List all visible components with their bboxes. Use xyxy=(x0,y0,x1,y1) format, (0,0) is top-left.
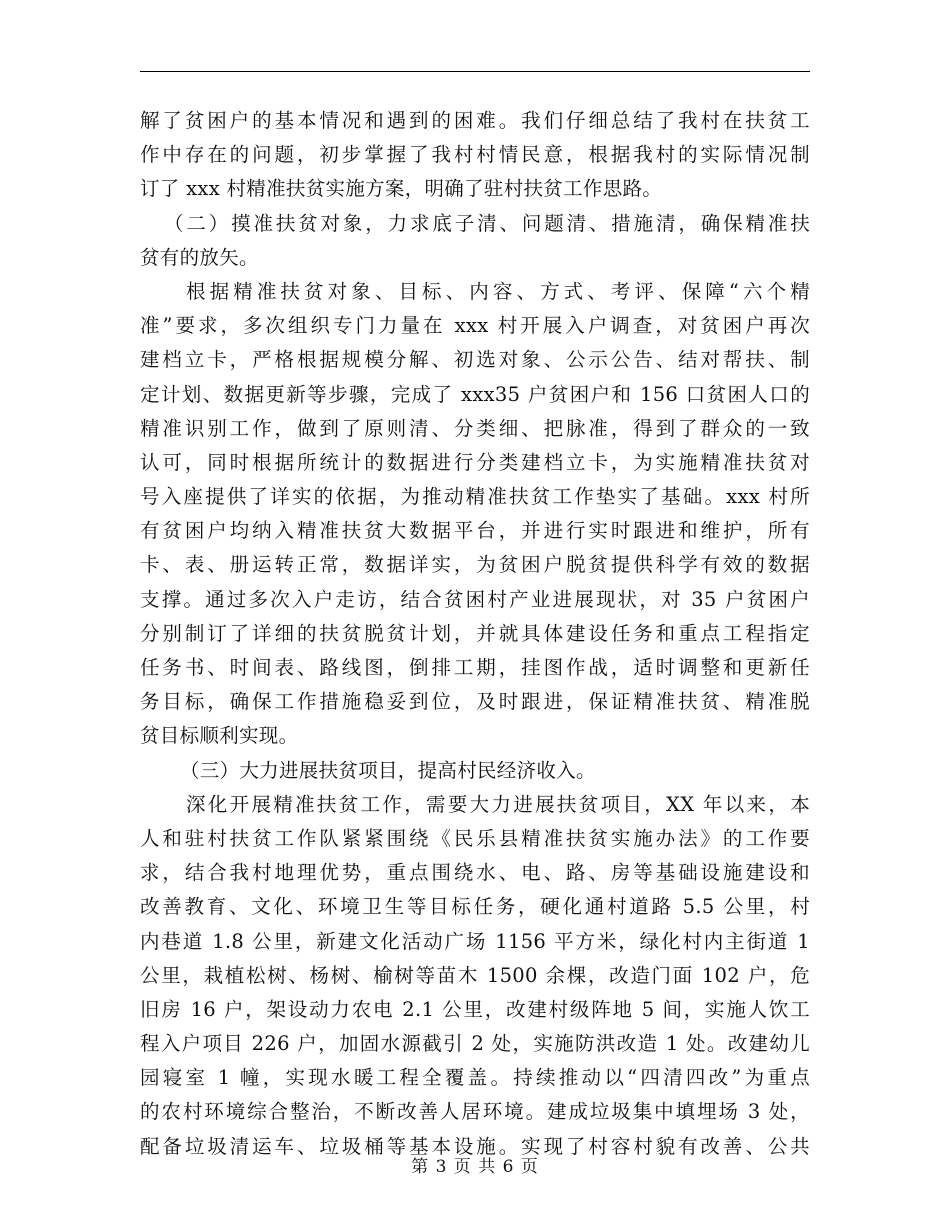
text-line: 精准识别工作，做到了原则清、分类细、把脉准，得到了群众的一致 xyxy=(140,416,810,440)
text-line: 人和驻村扶贫工作队紧紧围绕《民乐县精准扶贫实施办法》的工作要 xyxy=(140,826,810,850)
text-line: 程入户项目 226 户，加固水源截引 2 处，实施防洪改造 1 处。改建幼儿 xyxy=(140,1032,810,1056)
text-line: 内巷道 1.8 公里，新建文化活动广场 1156 平方米，绿化村内主街道 1 xyxy=(140,929,810,953)
text-line: 园寝室 1 幢，实现水暖工程全覆盖。持续推动以“四清四改”为重点 xyxy=(140,1066,810,1090)
text-line: 旧房 16 户，架设动力农电 2.1 公里，改建村级阵地 5 间，实施人饮工 xyxy=(140,997,810,1021)
text-line: 公里，栽植松树、杨树、榆树等苗木 1500 余棵，改造门面 102 户，危 xyxy=(140,963,810,987)
text-line: 配备垃圾清运车、垃圾桶等基本设施。实现了村容村貌有改善、公共 xyxy=(140,1134,810,1158)
text-line: 解了贫困户的基本情况和遇到的困难。我们仔细总结了我村在扶贫工 xyxy=(140,109,810,132)
section-heading-line: 贫有的放矢。 xyxy=(140,245,259,269)
text-line: 的农村环境综合整治，不断改善人居环境。建成垃圾集中填埋场 3 处， xyxy=(140,1100,810,1124)
text-line: 作中存在的问题，初步掌握了我村村情民意，根据我村的实际情况制 xyxy=(140,143,810,167)
page-number-footer: 第 3 页 共 6 页 xyxy=(411,1157,539,1177)
text-line: 贫目标顺利实现。 xyxy=(140,724,299,748)
text-line: 深化开展精准扶贫工作，需要大力进展扶贫项目，XX 年以来，本 xyxy=(186,792,810,816)
text-line: 任务书、时间表、路线图，倒排工期，挂图作战，适时调整和更新任 xyxy=(140,656,810,679)
text-line: 认可，同时根据所统计的数据进行分类建档立卡，为实施精准扶贫对 xyxy=(140,450,810,474)
text-line: 分别制订了详细的扶贫脱贫计划，并就具体建设任务和重点工程指定 xyxy=(140,621,810,645)
text-line: 根据精准扶贫对象、目标、内容、方式、考评、保障“六个精 xyxy=(186,279,810,303)
text-line: 有贫困户均纳入精准扶贫大数据平台，并进行实时跟进和维护，所有 xyxy=(140,519,810,543)
section-heading-line: （二）摸准扶贫对象，力求底子清、问题清、措施清，确保精准扶 xyxy=(164,211,810,235)
text-line: 建档立卡，严格根据规模分解、初选对象、公示公告、结对帮扶、制 xyxy=(140,348,810,372)
section-heading-line: （三）大力进展扶贫项目，提高村民经济收入。 xyxy=(180,758,596,782)
text-line: 求，结合我村地理优势，重点围绕水、电、路、房等基础设施建设和 xyxy=(140,861,810,885)
text-line: 改善教育、文化、环境卫生等目标任务，硬化通村道路 5.5 公里，村 xyxy=(140,895,810,919)
text-line: 务目标，确保工作措施稳妥到位，及时跟进，保证精准扶贫、精准脱 xyxy=(140,690,810,714)
text-line: 号入座提供了详实的依据，为推动精准扶贫工作垫实了基础。xxx 村所 xyxy=(140,485,810,509)
text-line: 支撑。通过多次入户走访，结合贫困村产业进展现状，对 35 户贫困户 xyxy=(140,587,810,611)
body-text xyxy=(140,104,810,1164)
text-line: 订了 xxx 村精准扶贫实施方案，明确了驻村扶贫工作思路。 xyxy=(140,177,663,201)
text-line: 卡、表、册运转正常，数据详实，为贫困户脱贫提供科学有效的数据 xyxy=(140,553,810,577)
text-line: 准”要求，多次组织专门力量在 xxx 村开展入户调查，对贫困户再次 xyxy=(140,314,810,338)
header-rule xyxy=(140,71,810,72)
text-line: 定计划、数据更新等步骤，完成了 xxx35 户贫困户和 156 口贫困人口的 xyxy=(140,382,810,406)
